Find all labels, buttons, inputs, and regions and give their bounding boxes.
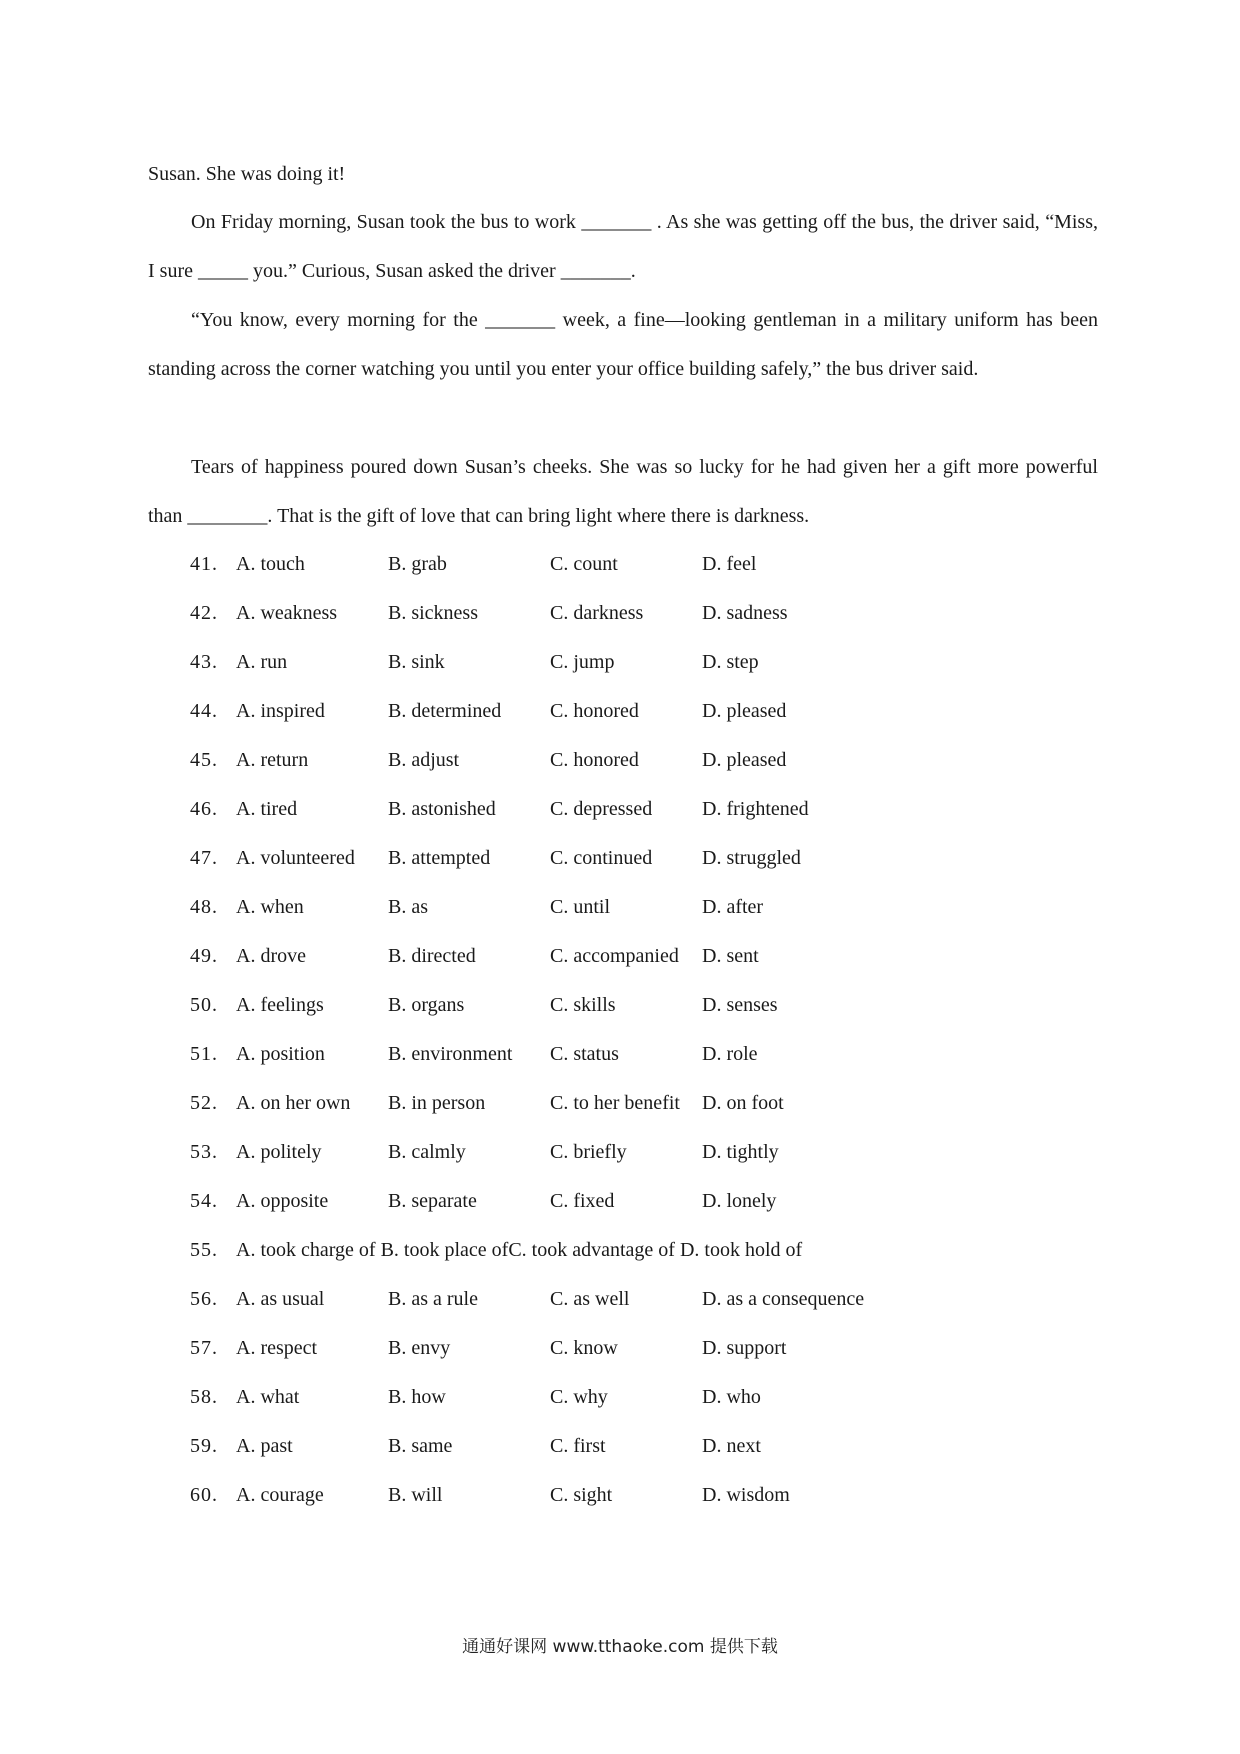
option-c: C. darkness [550,602,644,624]
option-c: C. first [550,1435,606,1457]
question-number: 44. [190,700,218,722]
passage-paragraph: On Friday morning, Susan took the bus to work _______ . As she was getting off the bus, the driver said, “Miss, I sure _____ you.” Curious, Susan asked the driver _______. [148,211,1098,282]
option-c: C. jump [550,651,615,673]
question-row [190,1128,1090,1177]
passage-paragraph: Susan. She was doing it! [148,163,346,185]
question-number: 59. [190,1435,218,1457]
option-b: B. directed [388,945,476,967]
option-b: B. will [388,1484,443,1506]
option-a: A. respect [236,1337,318,1359]
option-b: B. adjust [388,749,460,771]
question-row [190,540,1090,589]
option-c: C. why [550,1386,608,1408]
question-number: 45. [190,749,218,771]
options-line: A. took charge of B. took place ofC. took advantage of D. took hold of [236,1239,803,1261]
option-d: D. lonely [702,1190,777,1212]
question-row [190,1373,1090,1422]
option-a: A. politely [236,1141,322,1163]
option-c: C. honored [550,700,639,722]
option-c: C. sight [550,1484,613,1506]
question-options-list [190,540,1090,1520]
option-d: D. role [702,1043,758,1065]
option-d: D. after [702,896,764,918]
option-b: B. calmly [388,1141,466,1163]
option-c: C. accompanied [550,945,679,967]
option-b: B. sink [388,651,445,673]
question-row [190,1079,1090,1128]
option-d: D. pleased [702,749,787,771]
question-number: 56. [190,1288,218,1310]
option-a: A. touch [236,553,305,575]
option-c: C. skills [550,994,616,1016]
option-d: D. sent [702,945,759,967]
question-number: 42. [190,602,218,624]
option-b: B. as a rule [388,1288,478,1310]
option-d: D. step [702,651,759,673]
option-a: A. on her own [236,1092,351,1114]
option-b: B. determined [388,700,502,722]
option-b: B. envy [388,1337,451,1359]
option-d: D. wisdom [702,1484,790,1506]
question-number: 55. [190,1239,218,1261]
option-c: C. continued [550,847,653,869]
option-c: C. status [550,1043,619,1065]
option-c: C. fixed [550,1190,615,1212]
option-d: D. frightened [702,798,809,820]
question-row [190,687,1090,736]
question-number: 60. [190,1484,218,1506]
question-row [190,1471,1090,1520]
option-b: B. how [388,1386,446,1408]
question-row [190,1275,1090,1324]
option-b: B. grab [388,553,447,575]
option-d: D. struggled [702,847,801,869]
option-c: C. know [550,1337,618,1359]
option-a: A. drove [236,945,306,967]
passage-paragraph: Tears of happiness poured down Susan’s cheeks. She was so lucky for he had given her a gift more powerful than ________. That is the gift of love that can bring light where there is darkness. [148,456,1098,527]
question-row [190,1177,1090,1226]
question-number: 43. [190,651,218,673]
option-d: D. as a consequence [702,1288,865,1310]
question-row [190,736,1090,785]
question-row [190,981,1090,1030]
option-a: A. tired [236,798,298,820]
option-c: C. to her benefit [550,1092,680,1114]
option-b: B. attempted [388,847,491,869]
option-b: B. as [388,896,428,918]
option-b: B. astonished [388,798,496,820]
option-c: C. as well [550,1288,630,1310]
question-number: 46. [190,798,218,820]
option-b: B. same [388,1435,453,1457]
option-a: A. feelings [236,994,324,1016]
option-a: A. as usual [236,1288,325,1310]
question-row [190,1422,1090,1471]
question-row [190,932,1090,981]
option-d: D. sadness [702,602,788,624]
passage-paragraph: “You know, every morning for the _______ week, a fine—looking gentleman in a military uniform has been standing across the corner watching you until you enter your office building safely,” the bus driver said. [148,309,1098,380]
option-d: D. tightly [702,1141,779,1163]
question-row [190,1324,1090,1373]
option-a: A. run [236,651,288,673]
option-a: A. past [236,1435,293,1457]
option-c: C. honored [550,749,639,771]
option-b: B. organs [388,994,465,1016]
question-row [190,834,1090,883]
option-c: C. count [550,553,618,575]
option-d: D. support [702,1337,787,1359]
option-a: A. when [236,896,304,918]
option-a: A. inspired [236,700,325,722]
option-d: D. who [702,1386,761,1408]
option-d: D. pleased [702,700,787,722]
question-number: 47. [190,847,218,869]
question-number: 41. [190,553,218,575]
question-row [190,1030,1090,1079]
option-b: B. separate [388,1190,477,1212]
option-a: A. return [236,749,309,771]
option-c: C. depressed [550,798,653,820]
option-b: B. sickness [388,602,478,624]
question-number: 54. [190,1190,218,1212]
page-footer: 通通好课网 www.tthaoke.com 提供下载 [462,1637,778,1657]
option-d: D. senses [702,994,778,1016]
option-a: A. volunteered [236,847,355,869]
option-d: D. on foot [702,1092,784,1114]
question-row [190,785,1090,834]
question-row [190,589,1090,638]
question-row [190,883,1090,932]
option-c: C. until [550,896,611,918]
question-number: 48. [190,896,218,918]
option-a: A. courage [236,1484,324,1506]
option-a: A. weakness [236,602,338,624]
option-d: D. next [702,1435,761,1457]
option-d: D. feel [702,553,757,575]
option-a: A. what [236,1386,300,1408]
question-row [190,1226,1090,1275]
question-number: 53. [190,1141,218,1163]
option-b: B. in person [388,1092,486,1114]
option-c: C. briefly [550,1141,627,1163]
question-number: 49. [190,945,218,967]
option-a: A. position [236,1043,325,1065]
question-number: 50. [190,994,218,1016]
option-b: B. environment [388,1043,513,1065]
question-number: 51. [190,1043,218,1065]
question-number: 52. [190,1092,218,1114]
question-number: 58. [190,1386,218,1408]
option-a: A. opposite [236,1190,329,1212]
question-number: 57. [190,1337,218,1359]
question-row [190,638,1090,687]
